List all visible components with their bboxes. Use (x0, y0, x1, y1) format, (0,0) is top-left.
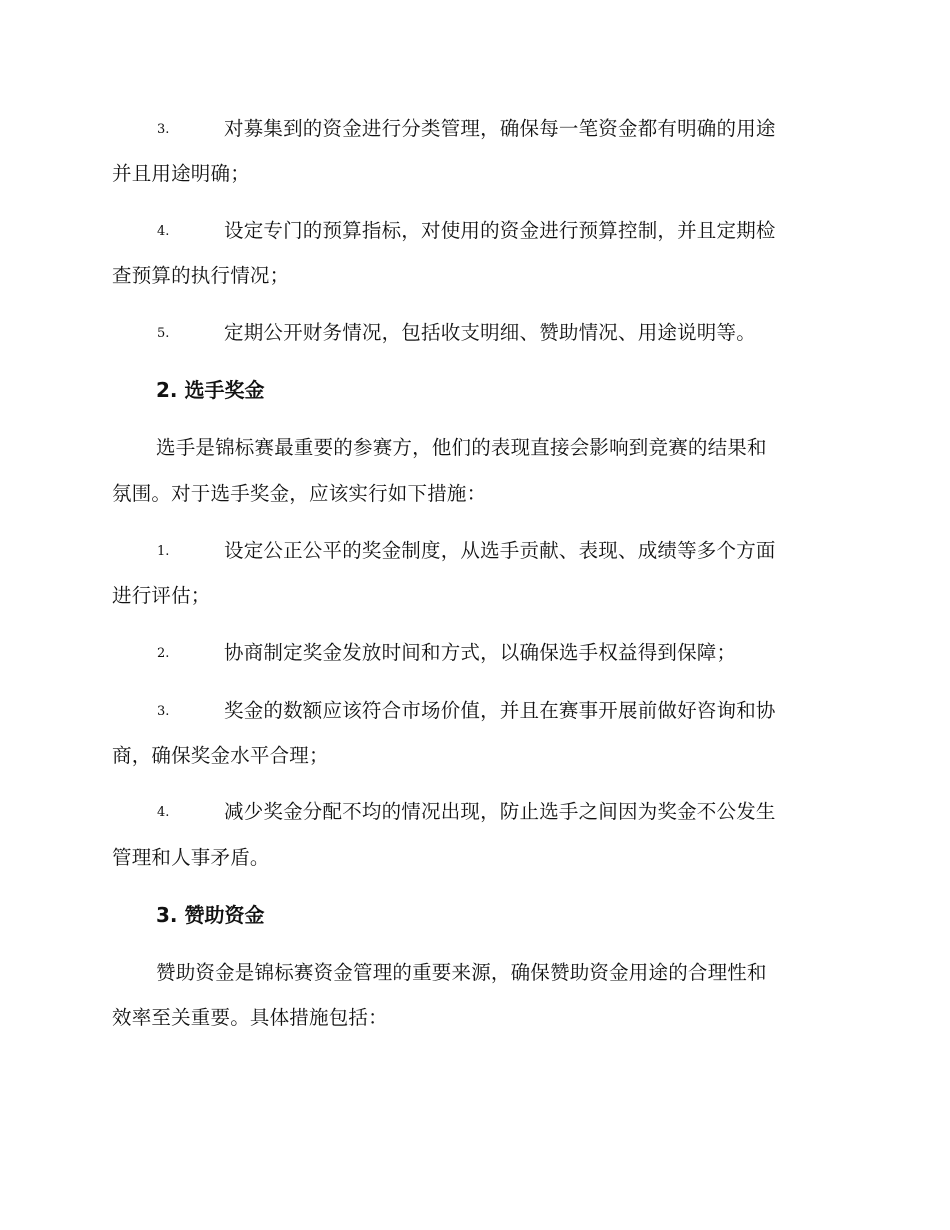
list-item-text: 减少奖金分配不均的情况出现，防止选手之间因为奖金不公发生 (224, 800, 776, 823)
list-item-number: 3. (157, 704, 170, 719)
list-item-number: 3. (157, 122, 170, 137)
list-item-text: 设定公正公平的奖金制度，从选手贡献、表现、成绩等多个方面 (224, 539, 776, 562)
paragraph-line: 赞助资金是锦标赛资金管理的重要来源，确保赞助资金用途的合理性和 (156, 961, 767, 984)
list-item-text: 对募集到的资金进行分类管理，确保每一笔资金都有明确的用途 (224, 117, 776, 140)
list-item-text-continued: 管理和人事矛盾。 (112, 846, 270, 869)
paragraph-line: 效率至关重要。具体措施包括： (112, 1006, 388, 1029)
section-heading: 2. 选手奖金 (156, 378, 265, 402)
list-item-text: 奖金的数额应该符合市场价值，并且在赛事开展前做好咨询和协 (224, 699, 776, 722)
list-item-text-continued: 商，确保奖金水平合理； (112, 744, 329, 767)
list-item-text-continued: 并且用途明确； (112, 162, 250, 185)
list-item-text-continued: 进行评估； (112, 584, 211, 607)
list-item-text: 设定专门的预算指标，对使用的资金进行预算控制，并且定期检 (224, 219, 776, 242)
list-item-number: 1. (157, 544, 170, 559)
list-item-number: 4. (157, 805, 170, 820)
list-item-text-continued: 查预算的执行情况； (112, 264, 290, 287)
list-item-text: 定期公开财务情况，包括收支明细、赞助情况、用途说明等。 (224, 321, 756, 344)
list-item-number: 2. (157, 646, 170, 661)
section-heading: 3. 赞助资金 (156, 903, 265, 927)
paragraph-line: 选手是锦标赛最重要的参赛方，他们的表现直接会影响到竞赛的结果和 (156, 436, 767, 459)
list-item-text: 协商制定奖金发放时间和方式，以确保选手权益得到保障； (224, 641, 737, 664)
list-item-number: 5. (157, 326, 170, 341)
paragraph-line: 氛围。对于选手奖金，应该实行如下措施： (112, 482, 487, 505)
list-item-number: 4. (157, 224, 170, 239)
